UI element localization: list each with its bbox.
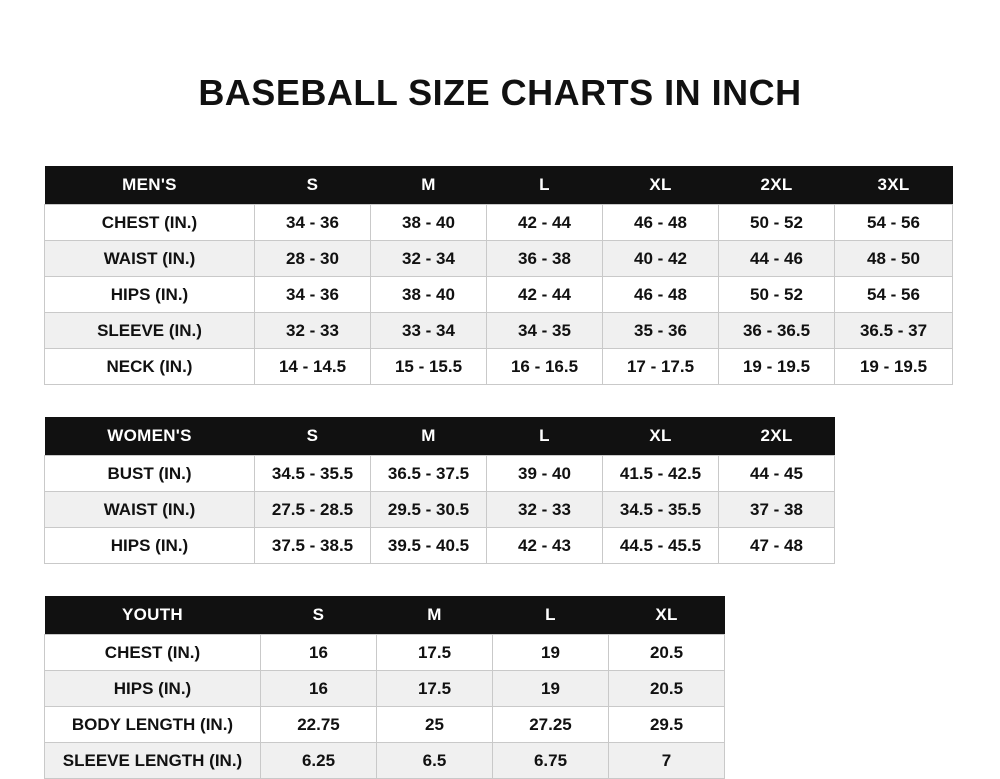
cell-value: 33 - 34 <box>371 313 487 349</box>
cell-value: 16 - 16.5 <box>487 349 603 385</box>
cell-value: 6.25 <box>261 743 377 779</box>
cell-value: 32 - 33 <box>255 313 371 349</box>
youth-header-label: YOUTH <box>45 596 261 635</box>
mens-header-3xl: 3XL <box>835 166 953 205</box>
cell-value: 27.5 - 28.5 <box>255 492 371 528</box>
womens-header-s: S <box>255 417 371 456</box>
cell-value: 34 - 36 <box>255 277 371 313</box>
table-header-row <box>45 166 953 205</box>
womens-header-xl: XL <box>603 417 719 456</box>
cell-value: 34 - 36 <box>255 205 371 241</box>
cell-value: 14 - 14.5 <box>255 349 371 385</box>
womens-header-2xl: 2XL <box>719 417 835 456</box>
cell-value: 38 - 40 <box>371 277 487 313</box>
cell-value: 27.25 <box>493 707 609 743</box>
cell-value: 19 - 19.5 <box>835 349 953 385</box>
womens-header-label: WOMEN'S <box>45 417 255 456</box>
cell-value: 28 - 30 <box>255 241 371 277</box>
cell-value: 37 - 38 <box>719 492 835 528</box>
cell-value: 38 - 40 <box>371 205 487 241</box>
table-row <box>45 277 953 313</box>
womens-table-header <box>45 417 835 456</box>
cell-value: 17.5 <box>377 635 493 671</box>
cell-value: 6.75 <box>493 743 609 779</box>
cell-value: 35 - 36 <box>603 313 719 349</box>
cell-value: 17 - 17.5 <box>603 349 719 385</box>
cell-value: 44 - 45 <box>719 456 835 492</box>
page-title: BASEBALL SIZE CHARTS IN INCH <box>198 72 802 113</box>
cell-value: 34.5 - 35.5 <box>603 492 719 528</box>
table-row <box>45 743 725 779</box>
row-label: HIPS (IN.) <box>45 277 255 313</box>
cell-value: 46 - 48 <box>603 277 719 313</box>
mens-header-m: M <box>371 166 487 205</box>
cell-value: 39 - 40 <box>487 456 603 492</box>
cell-value: 36 - 36.5 <box>719 313 835 349</box>
cell-value: 32 - 33 <box>487 492 603 528</box>
table-row <box>45 349 953 385</box>
cell-value: 6.5 <box>377 743 493 779</box>
cell-value: 15 - 15.5 <box>371 349 487 385</box>
cell-value: 19 <box>493 671 609 707</box>
row-label: NECK (IN.) <box>45 349 255 385</box>
mens-header-xl: XL <box>603 166 719 205</box>
cell-value: 42 - 44 <box>487 277 603 313</box>
tables-container <box>0 166 1000 779</box>
cell-value: 47 - 48 <box>719 528 835 564</box>
cell-value: 34 - 35 <box>487 313 603 349</box>
cell-value: 36.5 - 37 <box>835 313 953 349</box>
cell-value: 7 <box>609 743 725 779</box>
mens-table-header <box>45 166 953 205</box>
cell-value: 44 - 46 <box>719 241 835 277</box>
cell-value: 19 - 19.5 <box>719 349 835 385</box>
table-row <box>45 313 953 349</box>
cell-value: 29.5 <box>609 707 725 743</box>
youth-header-l: L <box>493 596 609 635</box>
cell-value: 50 - 52 <box>719 277 835 313</box>
cell-value: 29.5 - 30.5 <box>371 492 487 528</box>
row-label: BUST (IN.) <box>45 456 255 492</box>
row-label: SLEEVE (IN.) <box>45 313 255 349</box>
womens-header-l: L <box>487 417 603 456</box>
womens-size-table <box>44 417 835 564</box>
youth-header-s: S <box>261 596 377 635</box>
table-row <box>45 671 725 707</box>
cell-value: 20.5 <box>609 671 725 707</box>
youth-table-header <box>45 596 725 635</box>
row-label: CHEST (IN.) <box>45 205 255 241</box>
cell-value: 19 <box>493 635 609 671</box>
mens-header-s: S <box>255 166 371 205</box>
table-header-row <box>45 596 725 635</box>
cell-value: 48 - 50 <box>835 241 953 277</box>
cell-value: 42 - 44 <box>487 205 603 241</box>
cell-value: 41.5 - 42.5 <box>603 456 719 492</box>
youth-header-m: M <box>377 596 493 635</box>
table-row <box>45 635 725 671</box>
row-label: HIPS (IN.) <box>45 528 255 564</box>
table-row <box>45 707 725 743</box>
mens-header-2xl: 2XL <box>719 166 835 205</box>
mens-header-label: MEN'S <box>45 166 255 205</box>
cell-value: 17.5 <box>377 671 493 707</box>
cell-value: 44.5 - 45.5 <box>603 528 719 564</box>
table-row <box>45 241 953 277</box>
womens-header-m: M <box>371 417 487 456</box>
row-label: WAIST (IN.) <box>45 241 255 277</box>
table-row <box>45 456 835 492</box>
cell-value: 32 - 34 <box>371 241 487 277</box>
youth-table-body <box>45 635 725 779</box>
cell-value: 16 <box>261 635 377 671</box>
cell-value: 37.5 - 38.5 <box>255 528 371 564</box>
cell-value: 25 <box>377 707 493 743</box>
cell-value: 34.5 - 35.5 <box>255 456 371 492</box>
cell-value: 39.5 - 40.5 <box>371 528 487 564</box>
table-header-row <box>45 417 835 456</box>
youth-header-xl: XL <box>609 596 725 635</box>
cell-value: 20.5 <box>609 635 725 671</box>
table-row <box>45 492 835 528</box>
mens-header-l: L <box>487 166 603 205</box>
row-label: BODY LENGTH (IN.) <box>45 707 261 743</box>
table-row <box>45 205 953 241</box>
cell-value: 54 - 56 <box>835 277 953 313</box>
mens-table-body <box>45 205 953 385</box>
womens-table-body <box>45 456 835 564</box>
cell-value: 46 - 48 <box>603 205 719 241</box>
cell-value: 42 - 43 <box>487 528 603 564</box>
cell-value: 36 - 38 <box>487 241 603 277</box>
table-row <box>45 528 835 564</box>
cell-value: 16 <box>261 671 377 707</box>
row-label: CHEST (IN.) <box>45 635 261 671</box>
cell-value: 50 - 52 <box>719 205 835 241</box>
row-label: WAIST (IN.) <box>45 492 255 528</box>
cell-value: 36.5 - 37.5 <box>371 456 487 492</box>
row-label: SLEEVE LENGTH (IN.) <box>45 743 261 779</box>
row-label: HIPS (IN.) <box>45 671 261 707</box>
cell-value: 22.75 <box>261 707 377 743</box>
mens-size-table <box>44 166 953 385</box>
cell-value: 40 - 42 <box>603 241 719 277</box>
cell-value: 54 - 56 <box>835 205 953 241</box>
